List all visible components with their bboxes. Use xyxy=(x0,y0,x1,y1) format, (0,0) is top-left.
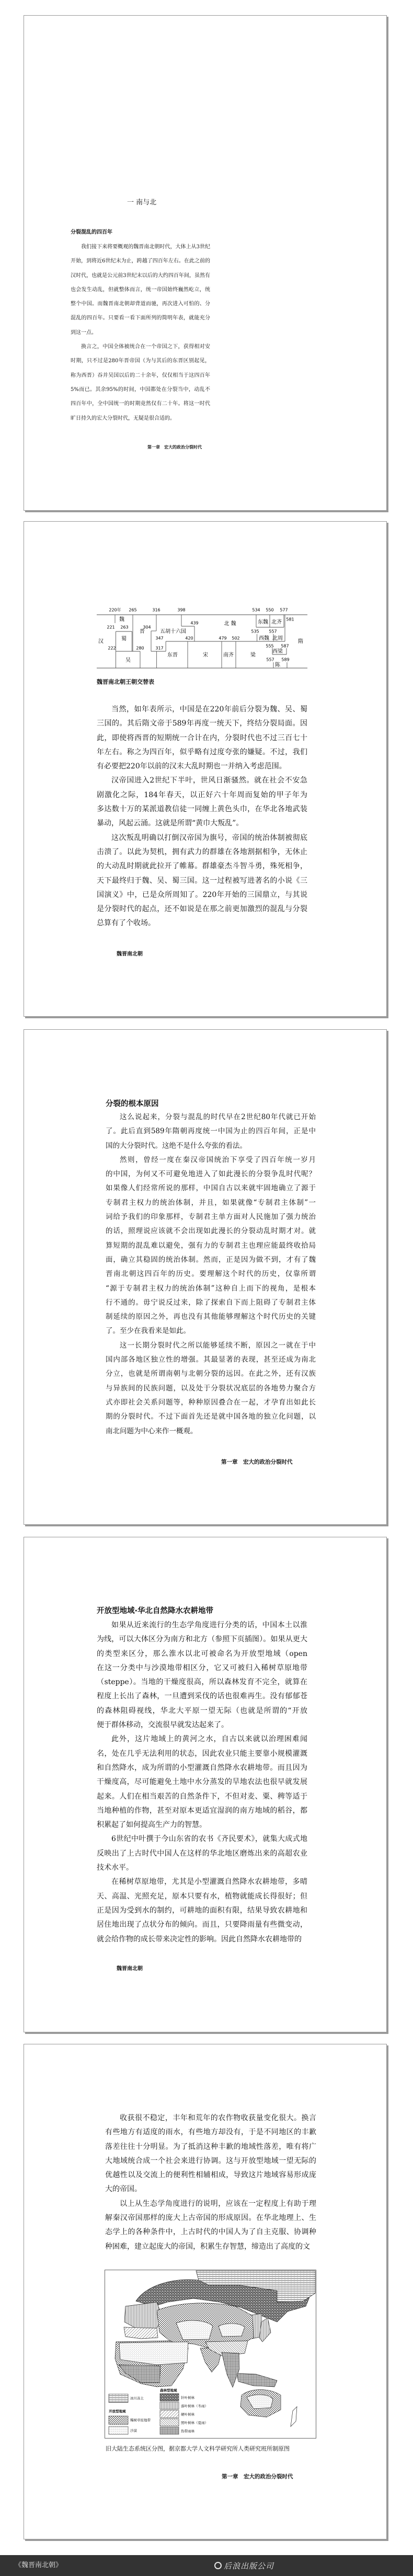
legend-swatch-tundra xyxy=(109,2394,128,2402)
dynasty-timeline-chart xyxy=(97,606,311,672)
body-text xyxy=(106,1110,316,1439)
ecosystem-map xyxy=(105,2270,316,2439)
text-line: 此外，这片地域上的黄河之水，自古以来就以治理困难闻 xyxy=(111,1735,307,1744)
year-tick-label: 263 xyxy=(120,625,129,630)
text-line: 6世纪中叶撰于今山东省的农书《齐民要术》，就集大成式地 xyxy=(111,1835,307,1844)
text-line: 了。此后直到589年隋朝再度统一中国为止的四百年间，正是中 xyxy=(106,1127,316,1136)
publisher-name: 后浪出版公司 xyxy=(224,2561,274,2571)
text-line: 期的分裂时代。不过下面首先还是就中国各地的独立化问题，以 xyxy=(106,1412,316,1421)
dynasty-label: 西梁 xyxy=(272,649,283,654)
year-tick-label: 304 xyxy=(143,625,151,630)
legend-label: 稀树草原地带 xyxy=(130,2418,151,2422)
year-tick-label: 398 xyxy=(177,607,186,613)
text-line: 居住地出现了点状分布的倾向。而且，只要降雨量有些微变动， xyxy=(97,1920,307,1929)
legend-swatch-desert xyxy=(109,2426,128,2434)
text-line: 以上从生态学角度进行的说明，应该在一定程度上有助于理 xyxy=(120,2199,316,2208)
text-line: （steppe）。当地的干燥度很高，所以森林发育不完全，就算在 xyxy=(97,1678,307,1687)
section-heading: 分裂混乱的四百年 xyxy=(71,229,112,235)
text-line: 旷日持久的宏大分裂时代，无疑是很合适的。 xyxy=(71,415,175,421)
legend-swatch-deciduous xyxy=(160,2402,179,2409)
text-line: 态学上的各种条件中，上古时代的中国人为了自主克服、协调种 xyxy=(105,2228,316,2237)
region-desert-central-asia xyxy=(176,2320,213,2340)
text-line: 技术水平。 xyxy=(97,1864,133,1872)
text-line: 在稀树草原地带，尤其是小型灌溉自然降水农耕地带，多晴 xyxy=(111,1878,307,1887)
dynasty-label: 西魏 xyxy=(259,636,269,641)
text-line: 如果从近来流行的生态学角度进行分类的话，中国本土以淮 xyxy=(111,1621,307,1629)
year-tick-label: 221 xyxy=(107,625,115,630)
legend-swatch-conifer xyxy=(160,2394,179,2401)
text-line: 5%而已。其余95%的时间，中国都处在分裂当中，动乱不 xyxy=(71,386,210,393)
year-tick-label: 534 xyxy=(252,607,260,613)
text-line: 便于群体移动，交流很早就发达起来了。 xyxy=(97,1721,228,1730)
dynasty-label: 北齐 xyxy=(271,619,282,625)
text-line: 了。至少在我看来是如此。 xyxy=(106,1327,190,1336)
chapter-section-title: 一 南与北 xyxy=(127,199,157,206)
legend-label: 沙漠 xyxy=(130,2429,137,2433)
year-tick-label: 347 xyxy=(155,636,164,641)
region-desert-gobi xyxy=(219,2324,245,2337)
book-title-label: 《魏晋南北朝》 xyxy=(15,2561,63,2569)
text-line: 大的帝国。 xyxy=(105,2185,142,2194)
running-footer: 第一章 宏大的政治分裂时代 xyxy=(147,445,202,450)
year-tick-label: 581 xyxy=(286,617,294,622)
text-line: 反映出了上古时代中国人在这样的华北地区磨炼出来的高超农业 xyxy=(97,1849,307,1858)
text-line: 换言之，中国全体被统合在一个帝国之下，获得相对安 xyxy=(81,344,210,350)
legend-label: 冰川冻土 xyxy=(130,2396,144,2400)
year-tick-label: 280 xyxy=(136,646,144,651)
year-tick-label: 222 xyxy=(108,646,116,651)
text-line: 当地种植的作物，甚至对原本更适宜湿润的南方地域的稻谷，都 xyxy=(97,1806,307,1815)
publisher-logo xyxy=(214,2560,274,2571)
text-line: 式亦即社会关系问题等，种种原因叠合在一起，才孕育出如此长 xyxy=(106,1398,316,1407)
text-line: 此，即使将西晋的短期统一合计在内，分裂时代也不过三百七十 xyxy=(97,733,307,742)
year-tick-label: 557 xyxy=(266,657,274,662)
text-line: 多达数十万的某派道教信徒一同缠上黄色头巾，在华北各地武装 xyxy=(97,805,307,814)
chart-caption: 魏晋南北朝王朝交替表 xyxy=(97,678,154,685)
text-line: 是分裂时代的起点，还不如说是在那之前更加激烈的混乱与分裂 xyxy=(97,905,307,914)
text-line: 年左右。称之为四百年，似乎略有过度夸张的嫌疑。不过，我们 xyxy=(97,748,307,756)
text-line: 的类型来区分，那么淮水以北可被命名为开放型地域（open xyxy=(97,1649,307,1658)
dynasty-label: 梁 xyxy=(250,652,256,658)
legend-group-title: 森林型地域 xyxy=(160,2388,177,2393)
text-line: 分立，也就是所谓南朝与北朝分裂的远因。在此之外，还有汉族 xyxy=(106,1370,316,1378)
year-tick-label: 420 xyxy=(185,636,193,641)
text-line: 汉时代，也就是公元前3世纪末以后的大约四百年间，虽然有 xyxy=(71,272,210,279)
dynasty-label: 南齐 xyxy=(223,652,234,658)
text-line: 到这一点。 xyxy=(71,329,97,336)
text-line: 国的大分裂时代。这绝不是什么夸张的看法。 xyxy=(106,1141,247,1150)
text-line: “源于专制君主权力的统治体制”这种自上而下的视角，是根本 xyxy=(106,1284,316,1293)
text-line: 这么说起来，分裂与混乱的时代早在2世纪80年代就已开始 xyxy=(120,1113,316,1121)
text-line: 混乱的四百年。只要看一看下面所列的简明年表，就能充分 xyxy=(71,315,210,321)
text-line: 击溃了。以此为契机，拥有武力的群雄在各地割据相争，无休止 xyxy=(97,847,307,856)
text-line: 总算有了个收场。 xyxy=(97,919,155,928)
dynasty-label: 五胡十六国 xyxy=(160,629,186,635)
dynasty-label: 北周 xyxy=(272,636,283,641)
text-line: 汉帝国进入2世纪下半叶，世风日渐骚然。就在社会不安急 xyxy=(111,776,307,785)
text-line: 当然，如年表所示，中国是在220年前后分裂为魏、吴、蜀 xyxy=(111,705,307,714)
text-line: 四百年中，全中国统一的时期竟然仅有二十年。将这一时代 xyxy=(71,401,210,407)
text-line: 名，处在几乎无法利用的状态，因此农业只能主要靠小规模灌溉 xyxy=(97,1749,307,1758)
text-line: 制延续的原因之外，再也没有其他能够理解这个时代历史的关键 xyxy=(106,1313,316,1321)
text-line: 行不通的。毋宁说反过来，除了探索自下而上阻碍了专制君主体 xyxy=(106,1298,316,1307)
year-tick-label: 220年 xyxy=(109,607,121,613)
text-line: 如果像人们经常所说的那样，中国自古以来就牢固地确立了源于 xyxy=(106,1184,316,1193)
dynasty-label: 吴 xyxy=(125,658,131,663)
text-line: 优越性以及交流上的便利性相辅相成，导致这片地域容易形成庞 xyxy=(105,2171,316,2180)
text-line: 种困难，建立起庞大的帝国，积累生存智慧，缔造出了高度的文 xyxy=(105,2242,310,2251)
text-line: 三国的。其后隋文帝于589年再度一统天下，终结分裂局面。因 xyxy=(97,719,307,728)
legend-group-title: 开放型地域 xyxy=(109,2409,126,2413)
book-page-5 xyxy=(24,2044,387,2539)
body-text xyxy=(105,2111,316,2254)
text-line: 这一长期分裂时代之所以能够延续不断，原因之一就在于中 xyxy=(120,1341,316,1350)
text-line: 南北问题为中心来作一概观。 xyxy=(106,1427,198,1435)
text-line: 程度上长出了森林，一旦遭到采伐的话也很难再生。没有郁郁苍 xyxy=(97,1692,307,1701)
text-line: 为线，可以大体区分为南方和北方（参照下页插图）。如果从更大 xyxy=(97,1635,307,1644)
text-line: 国演义》中，已是众所周知了。220年开始的三国鼎立，与其说 xyxy=(97,890,307,899)
legend-swatch-steppe xyxy=(109,2416,128,2424)
dynasty-label: 陈 xyxy=(275,662,280,668)
year-tick-label: 316 xyxy=(152,607,160,613)
text-line: 与异族间的民族问题，以及处于分裂状况底层的各地势力聚合方 xyxy=(106,1384,316,1393)
year-tick-label: 589 xyxy=(281,657,290,662)
dynasty-label: 北 魏 xyxy=(224,621,236,627)
legend-swatch-rainforest xyxy=(160,2427,179,2434)
publisher-logo-icon xyxy=(214,2562,222,2569)
dynasty-label: 汉 xyxy=(98,639,104,645)
text-line: 正是因为受到水的制约，可耕地的面积有限，结果导致农耕地和 xyxy=(97,1906,307,1915)
book-page-4 xyxy=(24,1537,387,2032)
year-tick-label: 555 xyxy=(266,643,274,649)
book-page-1 xyxy=(24,15,387,511)
dynasty-label: 蜀 xyxy=(121,636,127,642)
year-tick-label: 502 xyxy=(232,636,240,641)
dynasty-label: 东魏 xyxy=(258,619,268,625)
text-line: 也会发生动乱，但就整体而言，统一帝国始终巍然屹立，统 xyxy=(71,286,210,293)
text-line: 起来。人们在相当艰苦的自然条件下，不但对麦、粟、稗等适于 xyxy=(97,1792,307,1801)
legend-swatch-laurel xyxy=(160,2419,179,2426)
legend-label: 落叶树林（冬雨） xyxy=(181,2404,208,2408)
year-tick-label: 317 xyxy=(155,646,164,651)
dynasty-label: 晋 xyxy=(140,629,145,635)
dynasty-label: 宋 xyxy=(203,652,208,658)
dynasty-label: 魏 xyxy=(119,617,124,623)
text-line: 干燥度高，尽可能避免土地中水分蒸发的旱地农法也很早就发展 xyxy=(97,1778,307,1787)
text-line: 算短期的混乱难以避免，强有力的专制君主也理应能最终收拾局 xyxy=(106,1241,316,1250)
text-line: 的大动乱时期就此拉开了帷幕。群雄豪杰斗智斗勇，殊死相争， xyxy=(97,862,307,871)
year-tick-label: 265 xyxy=(129,607,137,613)
book-page-2 xyxy=(24,521,387,1017)
text-line: 有必要把220年以前的汉末大乱时期也一并纳入考虑范围。 xyxy=(97,762,286,771)
legend-label: 硬叶树林 xyxy=(181,2412,194,2417)
running-footer: 第一章 宏大的政治分裂时代 xyxy=(221,1459,293,1465)
text-line: 开始，到将近6世纪末为止，跨越了四百年左右。在此之前的 xyxy=(71,258,210,264)
text-line: 天、高温、光照充足，原本只要有水，植物就能成长得很好；但 xyxy=(97,1892,307,1901)
region-sclerophyll xyxy=(124,2327,158,2339)
year-tick-label: 535 xyxy=(251,629,259,634)
text-line: 和自然降水，成为所谓的小型灌溉自然降水农耕地带。而且因为 xyxy=(97,1763,307,1772)
text-line: 晋南北朝这四百年的历史。要理解这个时代的历史，仅靠所谓 xyxy=(106,1270,316,1279)
text-line: 专制君主权力的统治体制，并且，如果就像“专制君主体制”一 xyxy=(106,1198,316,1207)
dynasty-label: 隋 xyxy=(298,639,303,645)
legend-label: 照叶树林（夏雨） xyxy=(181,2421,208,2425)
text-line: 就会给作物的成长带来决定性的影响。因此自然降水农耕地带的 xyxy=(97,1935,302,1944)
text-line: 解秦汉帝国那样的庞大上古帝国的形成原因。在华北地理上、生 xyxy=(105,2214,316,2223)
text-line: 大地域统合成一个社会来进行协调。这与开放型地域一望无际的 xyxy=(105,2156,316,2165)
text-line: 落差往往十分明显。为了抵消这种丰歉的地域性落差，唯有将广 xyxy=(105,2142,316,2151)
text-line: 在这一分类中与沙漠地带相区分，它又可被归入稀树草原地带 xyxy=(97,1663,307,1672)
legend-label: 针叶树林 xyxy=(181,2396,194,2400)
text-line: 天下最终归于魏、吴、蜀三国。这一过程被写进著名的小说《三 xyxy=(97,876,307,885)
text-line: 面，确立其稳固的统治体制。然而，正是因为做不到，才有了魏 xyxy=(106,1255,316,1264)
year-tick-label: 550 xyxy=(266,607,274,613)
text-line: 我们接下来将要概观的魏晋南北朝时代，大体上从3世纪 xyxy=(81,244,210,250)
reader-bottom-bar xyxy=(0,2555,413,2576)
body-text xyxy=(97,703,307,931)
year-tick-label: 557 xyxy=(269,629,277,634)
text-line: 时期，只不过是280年晋帝国（为与其后的东晋区别起见， xyxy=(71,358,210,364)
year-tick-label: 479 xyxy=(219,636,227,641)
map-caption: 旧大陆生态系统区分图，据京都大学人文科学研究所人类研究班所制原图 xyxy=(106,2445,290,2452)
text-line: 整个中国。而魏晋南北朝却背道而驰，再次进入可怕的、分 xyxy=(71,301,210,307)
text-line: 这次叛乱明确以打倒汉帝国为旗号，帝国的统治体制被彻底 xyxy=(111,833,307,842)
text-line: 收获很不稳定，丰年和荒年的农作物收获量变化很大。换言 xyxy=(120,2114,316,2122)
text-line: 有些地方有适度的雨水，有些地方却没有，于是不同地区的丰歉 xyxy=(105,2128,316,2137)
running-header-book-title: 魏晋南北朝 xyxy=(117,951,143,957)
dynasty-label: 东晋 xyxy=(167,652,178,658)
year-tick-label: 439 xyxy=(190,620,199,626)
text-line: 剧激化之际，184年春天，以正好六十年周而复始的甲子年为 xyxy=(97,790,307,799)
text-line: 的中国，为何又不可避免地进入了如此漫长的分裂争乱时代呢？ xyxy=(106,1170,316,1179)
book-page-3 xyxy=(24,1029,387,1525)
legend-label: 热带雨林 xyxy=(181,2429,194,2433)
region-deciduous-europe xyxy=(124,2302,162,2328)
text-line: 然则，曾经一度在秦汉帝国统治下享受了四百年统一岁月 xyxy=(120,1155,316,1164)
year-tick-label: 587 xyxy=(281,643,289,649)
body-text xyxy=(97,1618,307,1947)
section-heading: 分裂的根本原因 xyxy=(106,1100,159,1108)
text-line: 暴动，风起云涌。这就是所谓“黄巾大叛乱”。 xyxy=(97,819,244,828)
year-tick-label: 577 xyxy=(280,607,288,613)
text-line: 积累起了如何提高生产力的智慧。 xyxy=(97,1821,206,1830)
text-line: 称为西晋）吞并吴国以后的二十余年，仅仅相当于这四百年 xyxy=(71,372,210,378)
section-heading: 开放型地域·华北自然降水农耕地带 xyxy=(97,1607,214,1615)
text-line: 的森林阻碍视线，华北大平原一望无际（也就是所谓的“开放 xyxy=(97,1706,307,1715)
body-text xyxy=(71,240,210,426)
running-header-book-title: 魏晋南北朝 xyxy=(117,1966,143,1972)
text-line: 国内部各地区独立性的增强。其最显著的表现，甚至还成为南北 xyxy=(106,1355,316,1364)
running-footer: 第一章 宏大的政治分裂时代 xyxy=(222,2474,293,2480)
text-line: 词给予我们的印象那样，专制君主单方面对人民施加了强力统治 xyxy=(106,1213,316,1222)
legend-swatch-sclerophyll xyxy=(160,2410,179,2418)
text-line: 的话，照理说应该就不会出现如此漫长的分裂动乱时期才对。就 xyxy=(106,1227,316,1236)
